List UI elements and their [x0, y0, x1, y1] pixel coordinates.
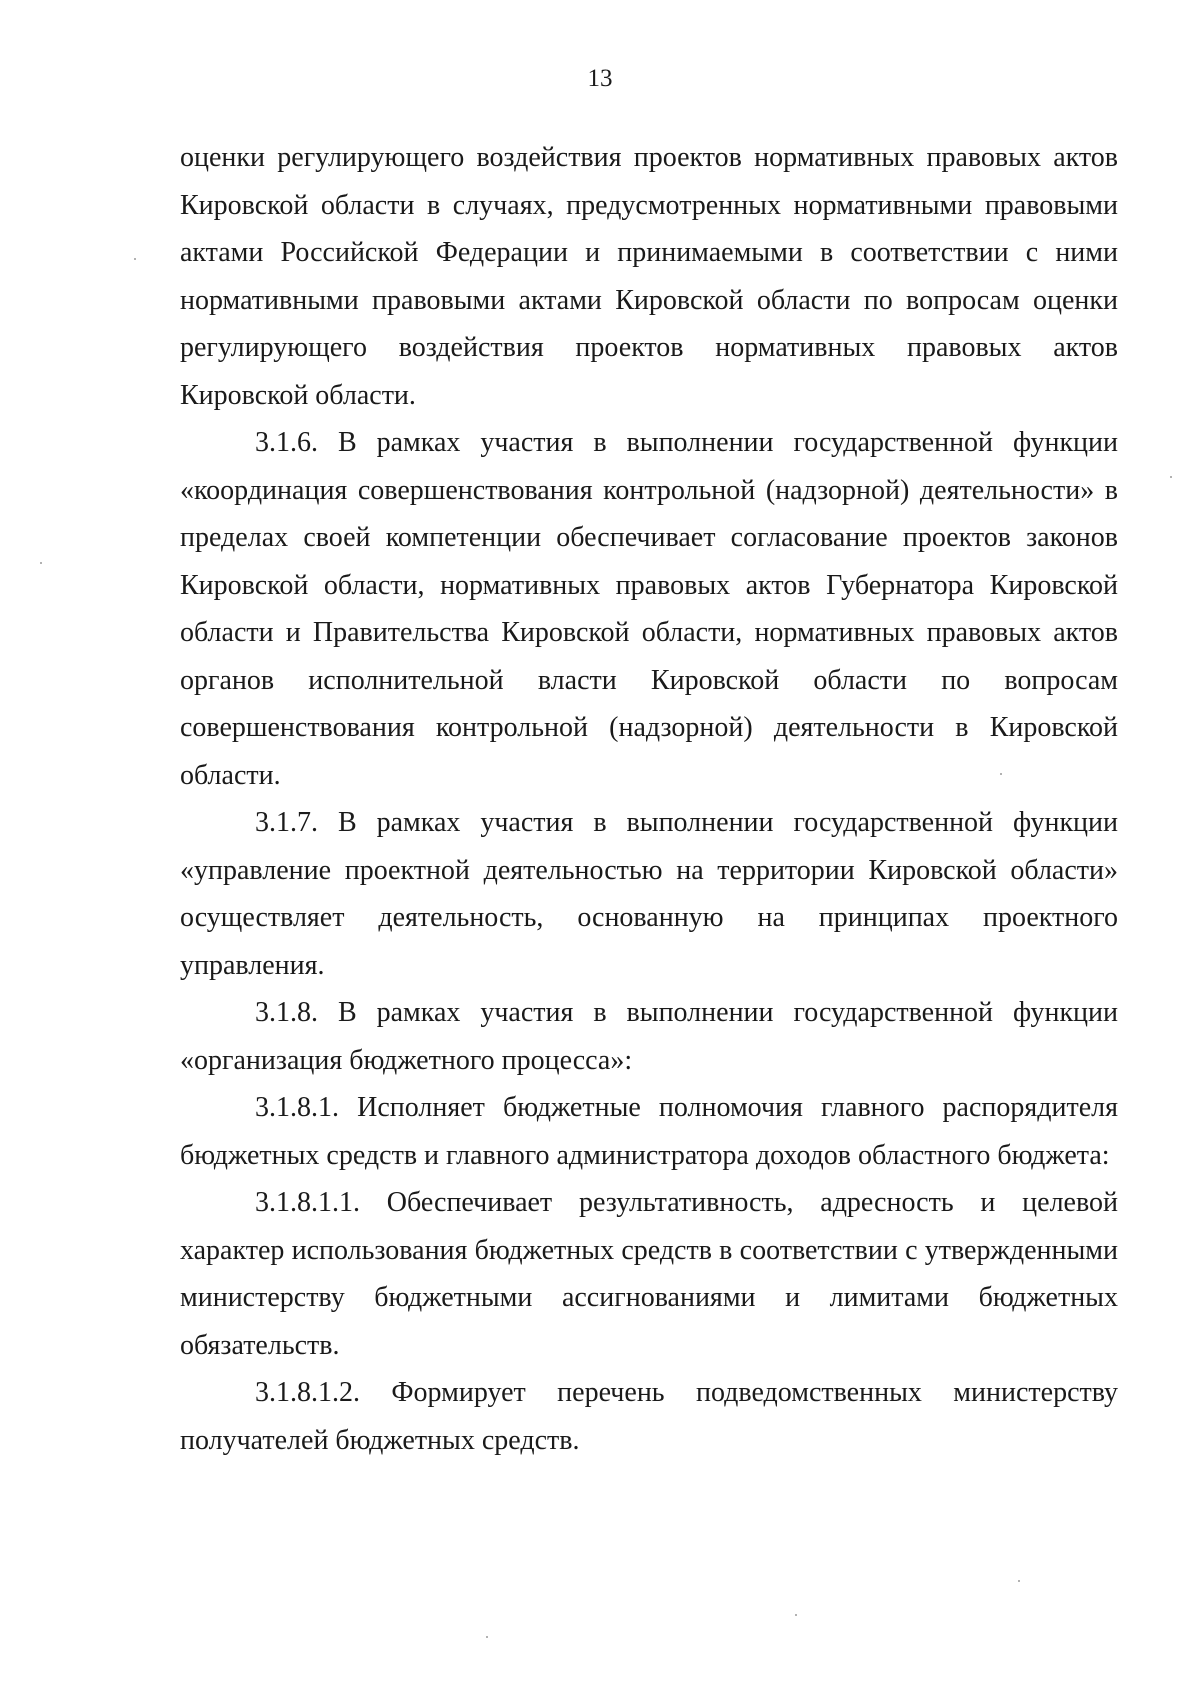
scan-speck — [1170, 476, 1172, 478]
scan-speck — [1018, 1580, 1020, 1582]
paragraph-3-1-8: 3.1.8. В рамках участия в выполнении государственной функции «организация бюджетного процесса»: — [180, 997, 1118, 1076]
paragraph-3-1-8-1-2: 3.1.8.1.2. Формирует перечень подведомственных министерству получателей бюджетных средств. — [180, 1377, 1118, 1456]
paragraph-3-1-8-1: 3.1.8.1. Исполняет бюджетные полномочия главного распорядителя бюджетных средств и главного администратора доходов областного бюджета: — [180, 1092, 1118, 1171]
scan-speck — [134, 258, 136, 260]
paragraph-3-1-8-1-1: 3.1.8.1.1. Обеспечивает результативность, адресность и целевой характер использования бюджетных средств в соответствии с утвержденными министерству бюджетными ассигнованиями и лимитами бюджетных обязательств. — [180, 1187, 1118, 1361]
page-number: 13 — [587, 65, 613, 92]
scan-speck — [1000, 773, 1002, 775]
document-body — [180, 134, 1118, 1464]
scan-speck — [486, 1636, 488, 1638]
scan-speck — [40, 562, 42, 564]
paragraph-continuation: оценки регулирующего воздействия проектов нормативных правовых актов Кировской области в случаях, предусмотренных нормативными правовыми актами Российской Федерации и принимаемыми в соответствии с ними нормативными правовыми актами Кировской области по вопросам оценки регулирующего воздействия проектов нормативных правовых актов Кировской области. — [180, 142, 1118, 411]
paragraph-3-1-7: 3.1.7. В рамках участия в выполнении государственной функции «управление проектной деятельностью на территории Кировской области» осуществляет деятельность, основанную на принципах проектного управления. — [180, 807, 1118, 981]
paragraph-3-1-6: 3.1.6. В рамках участия в выполнении государственной функции «координация совершенствования контрольной (надзорной) деятельности» в пределах своей компетенции обеспечивает согласование проектов законов Кировской области, нормативных правовых актов Губернатора Кировской области и Правительства Кировской области, нормативных правовых актов органов исполнительной власти Кировской области по вопросам совершенствования контрольной (надзорной) деятельности в Кировской области. — [180, 427, 1118, 791]
scan-speck — [795, 1614, 797, 1616]
